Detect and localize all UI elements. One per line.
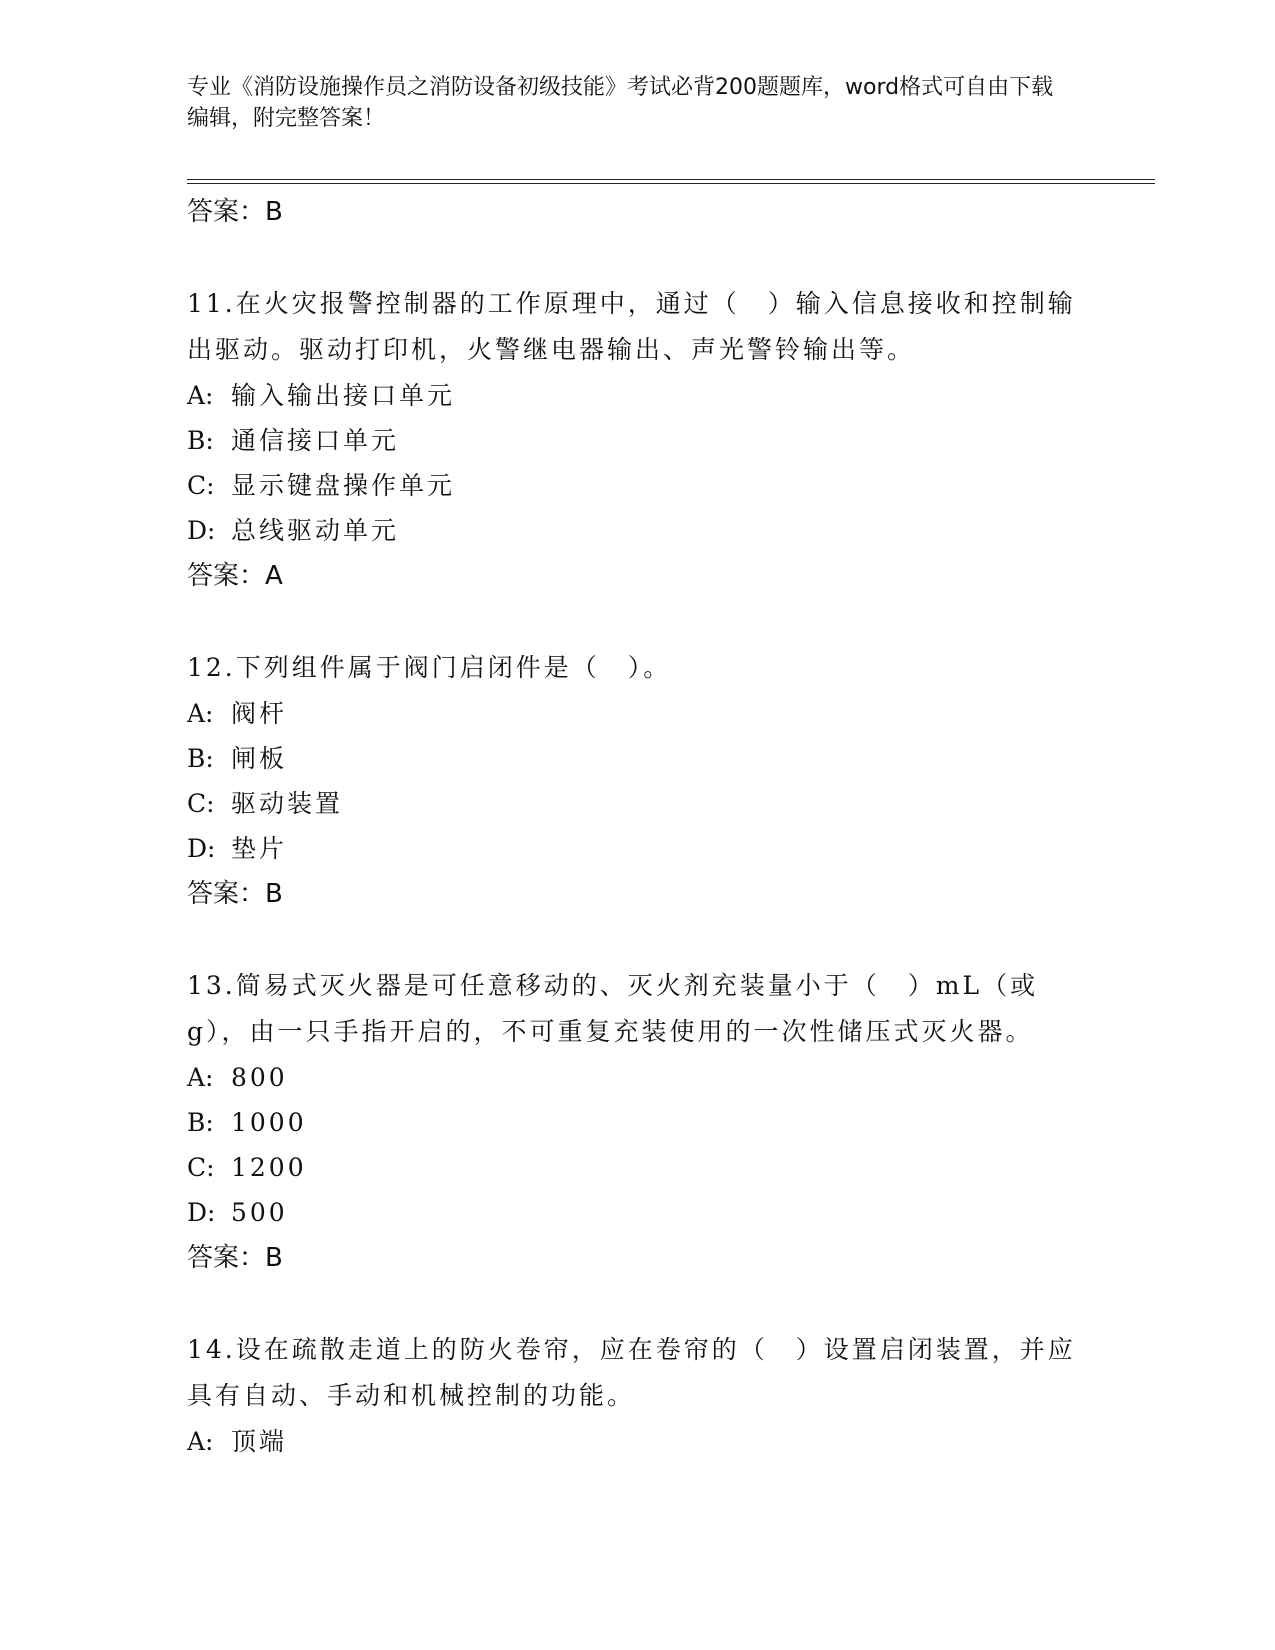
option-key: A:: [187, 699, 214, 728]
option-key: C:: [187, 471, 215, 500]
option-a: [187, 373, 1087, 418]
option-a: [187, 1419, 1087, 1464]
header-rule-top: [187, 179, 1155, 180]
question-13: [187, 963, 1087, 1280]
option-b: [187, 418, 1087, 463]
option-b: [187, 736, 1087, 781]
question-stem: 11.在火灾报警控制器的工作原理中，通过（ ）输入信息接收和控制输出驱动。驱动打印机，火警继电器输出、声光警铃输出等。: [187, 289, 1076, 364]
option-text: 500: [231, 1198, 288, 1227]
option-text: 闸板: [231, 744, 288, 773]
option-key: D:: [187, 516, 216, 545]
option-c: [187, 463, 1087, 508]
option-text: 800: [231, 1063, 288, 1092]
option-a: [187, 1055, 1087, 1100]
answer-line: 答案：B: [187, 879, 283, 909]
question-stem: 14.设在疏散走道上的防火卷帘，应在卷帘的（ ）设置启闭装置，并应具有自动、手动和机械控制的功能。: [187, 1335, 1076, 1410]
option-text: 驱动装置: [231, 789, 344, 818]
question-12: [187, 645, 1087, 916]
option-text: 总线驱动单元: [231, 516, 400, 545]
question-11: [187, 281, 1087, 598]
option-a: [187, 691, 1087, 736]
answer-line: 答案：B: [187, 197, 283, 227]
header-rule-bottom: [187, 183, 1155, 184]
option-d: [187, 1190, 1087, 1235]
option-key: C:: [187, 1153, 215, 1182]
option-text: 垫片: [231, 834, 288, 863]
option-key: B:: [187, 744, 214, 773]
option-key: D:: [187, 834, 216, 863]
option-c: [187, 1145, 1087, 1190]
option-b: [187, 1100, 1087, 1145]
option-key: C:: [187, 789, 215, 818]
option-key: A:: [187, 381, 214, 410]
option-d: [187, 826, 1087, 871]
option-key: B:: [187, 1108, 214, 1137]
option-text: 阀杆: [231, 699, 288, 728]
option-text: 输入输出接口单元: [231, 381, 456, 410]
option-text: 通信接口单元: [231, 426, 400, 455]
answer-line: 答案：B: [187, 1243, 283, 1273]
option-text: 1000: [231, 1108, 307, 1137]
option-c: [187, 781, 1087, 826]
question-14: [187, 1327, 1087, 1464]
option-d: [187, 508, 1087, 553]
option-key: A:: [187, 1063, 214, 1092]
option-text: 顶端: [231, 1427, 288, 1456]
option-text: 1200: [231, 1153, 307, 1182]
option-key: B:: [187, 426, 214, 455]
option-key: A:: [187, 1427, 214, 1456]
question-stem: 12.下列组件属于阀门启闭件是（ ）。: [187, 653, 672, 682]
document-header: 专业《消防设施操作员之消防设备初级技能》考试必背200题题库，word格式可自由下载编辑，附完整答案！: [187, 75, 1054, 131]
question-list: [187, 190, 1087, 1464]
option-key: D:: [187, 1198, 216, 1227]
option-text: 显示键盘操作单元: [231, 471, 456, 500]
question-stem: 13.简易式灭火器是可任意移动的、灭火剂充装量小于（ ）mL（或g），由一只手指开启的，不可重复充装使用的一次性储压式灭火器。: [187, 971, 1039, 1046]
answer-line: 答案：A: [187, 561, 283, 591]
